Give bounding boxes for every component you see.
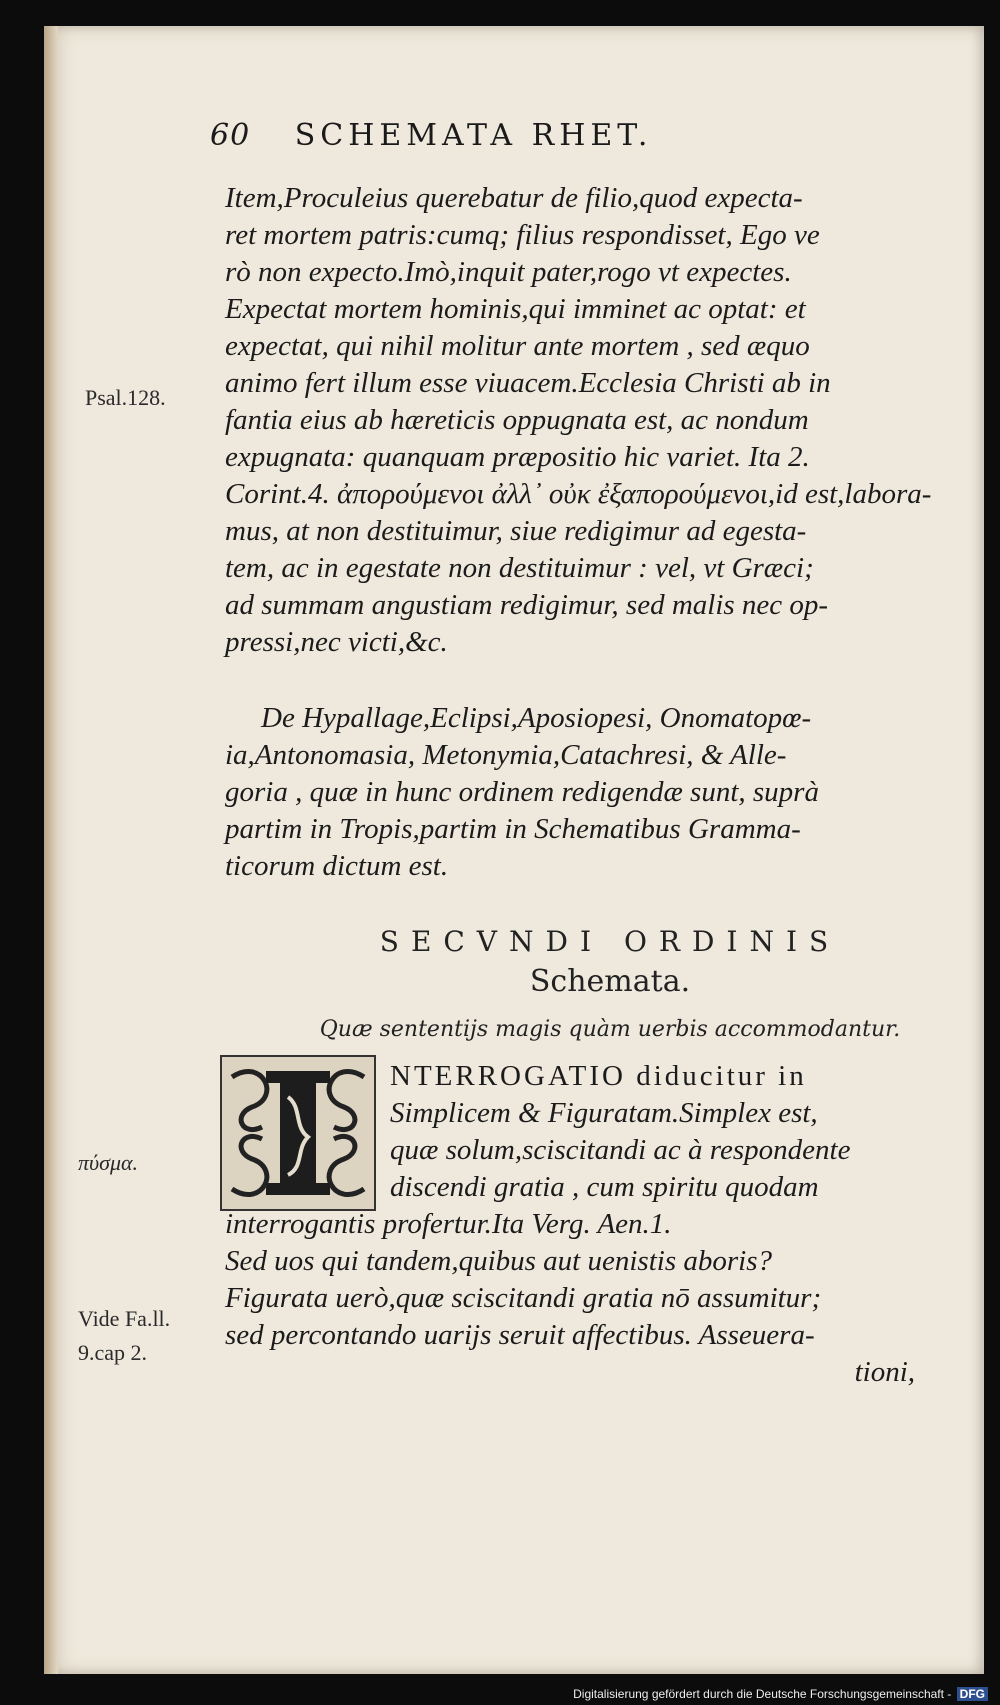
text-line: quæ solum,sciscitandi ac à respondente bbox=[390, 1134, 851, 1166]
text-line: NTERROGATIO diducitur in bbox=[390, 1060, 807, 1092]
page-header bbox=[210, 118, 652, 153]
text-line: discendi gratia , cum spiritu quodam bbox=[390, 1171, 819, 1203]
text-line: animo fert illum esse viuacem.Ecclesia Christi ab in bbox=[225, 367, 831, 399]
paragraph-3 bbox=[225, 1206, 925, 1391]
text-line: tem, ac in egestate non destituimur : vel, vt Græci; bbox=[225, 552, 814, 584]
text-line: ticorum dictum est. bbox=[225, 850, 449, 882]
text-line: mus, at non destituimur, siue redigimur ad egesta- bbox=[225, 515, 807, 547]
text-line: Expectat mortem hominis,qui imminet ac optat: et bbox=[225, 293, 806, 325]
text-line: rò non expecto.Imò,inquit pater,rogo vt expectes. bbox=[225, 256, 792, 288]
section-subtitle: Schemata. bbox=[529, 964, 691, 999]
margin-note-psalm: Psal.128. bbox=[85, 385, 166, 410]
text-line: ad summam angustiam redigimur, sed malis nec op- bbox=[225, 589, 829, 621]
margin-note-vide-2: 9.cap 2. bbox=[78, 1340, 148, 1365]
text-line: goria , quæ in hunc ordinem redigendæ sunt, suprà bbox=[225, 776, 819, 808]
paragraph-3-indented bbox=[390, 1058, 930, 1206]
ornament-icon bbox=[222, 1057, 374, 1209]
section-caption: Quæ sententijs magis quàm uerbis accommodantur. bbox=[319, 1017, 901, 1042]
text-line: ret mortem patris:cumq; filius respondisset, Ego ve bbox=[225, 219, 820, 251]
page-edge bbox=[44, 26, 58, 1674]
section-title: SECVNDI ORDINIS bbox=[379, 925, 841, 958]
page-number: 60 bbox=[210, 118, 251, 153]
text-line: De Hypallage,Eclipsi,Aposiopesi, Onomatopœ- bbox=[261, 702, 812, 734]
dfg-logo: DFG bbox=[957, 1687, 988, 1701]
catchword: tioni, bbox=[854, 1356, 915, 1388]
credit-text: Digitalisierung gefördert durch die Deutsche Forschungsgemeinschaft - bbox=[573, 1687, 952, 1701]
margin-note-vide-1: Vide Fa.ll. bbox=[78, 1306, 171, 1331]
text-line: Sed uos qui tandem,quibus aut uenistis aboris? bbox=[225, 1245, 772, 1277]
text-line: Simplicem & Figuratam.Simplex est, bbox=[390, 1097, 818, 1129]
text-line: expectat, qui nihil molitur ante mortem , sed æquo bbox=[225, 330, 810, 362]
section-heading bbox=[300, 925, 920, 1042]
digitization-credit bbox=[573, 1687, 988, 1701]
text-line: sed percontando uarijs seruit affectibus. Asseuera- bbox=[225, 1319, 815, 1351]
paragraph-1 bbox=[225, 180, 932, 661]
text-line: interrogantis profertur.Ita Verg. Aen.1. bbox=[225, 1208, 672, 1240]
paragraph-2 bbox=[225, 700, 925, 885]
text-line: partim in Tropis,partim in Schematibus Gramma- bbox=[225, 813, 801, 845]
running-title: SCHEMATA RHET. bbox=[294, 118, 653, 153]
text-line: pressi,nec victi,&c. bbox=[225, 626, 448, 658]
text-line: expugnata: quanquam præpositio hic variet. Ita 2. bbox=[225, 441, 810, 473]
text-line: Corint.4. ἀπορούμενοι ἀλλ᾽ οὐκ ἐξαπορούμενοι,id est,labora- bbox=[225, 478, 932, 510]
text-line: fantia eius ab hæreticis oppugnata est, ac nondum bbox=[225, 404, 809, 436]
text-line: Figurata uerò,quæ sciscitandi gratia nō assumitur; bbox=[225, 1282, 822, 1314]
text-line: ia,Antonomasia, Metonymia,Catachresi, & Alle- bbox=[225, 739, 787, 771]
text-line: Item,Proculeius querebatur de filio,quod expecta- bbox=[225, 182, 803, 214]
decorated-initial-i bbox=[220, 1055, 376, 1211]
margin-note-greek: πύσμα. bbox=[78, 1150, 139, 1175]
